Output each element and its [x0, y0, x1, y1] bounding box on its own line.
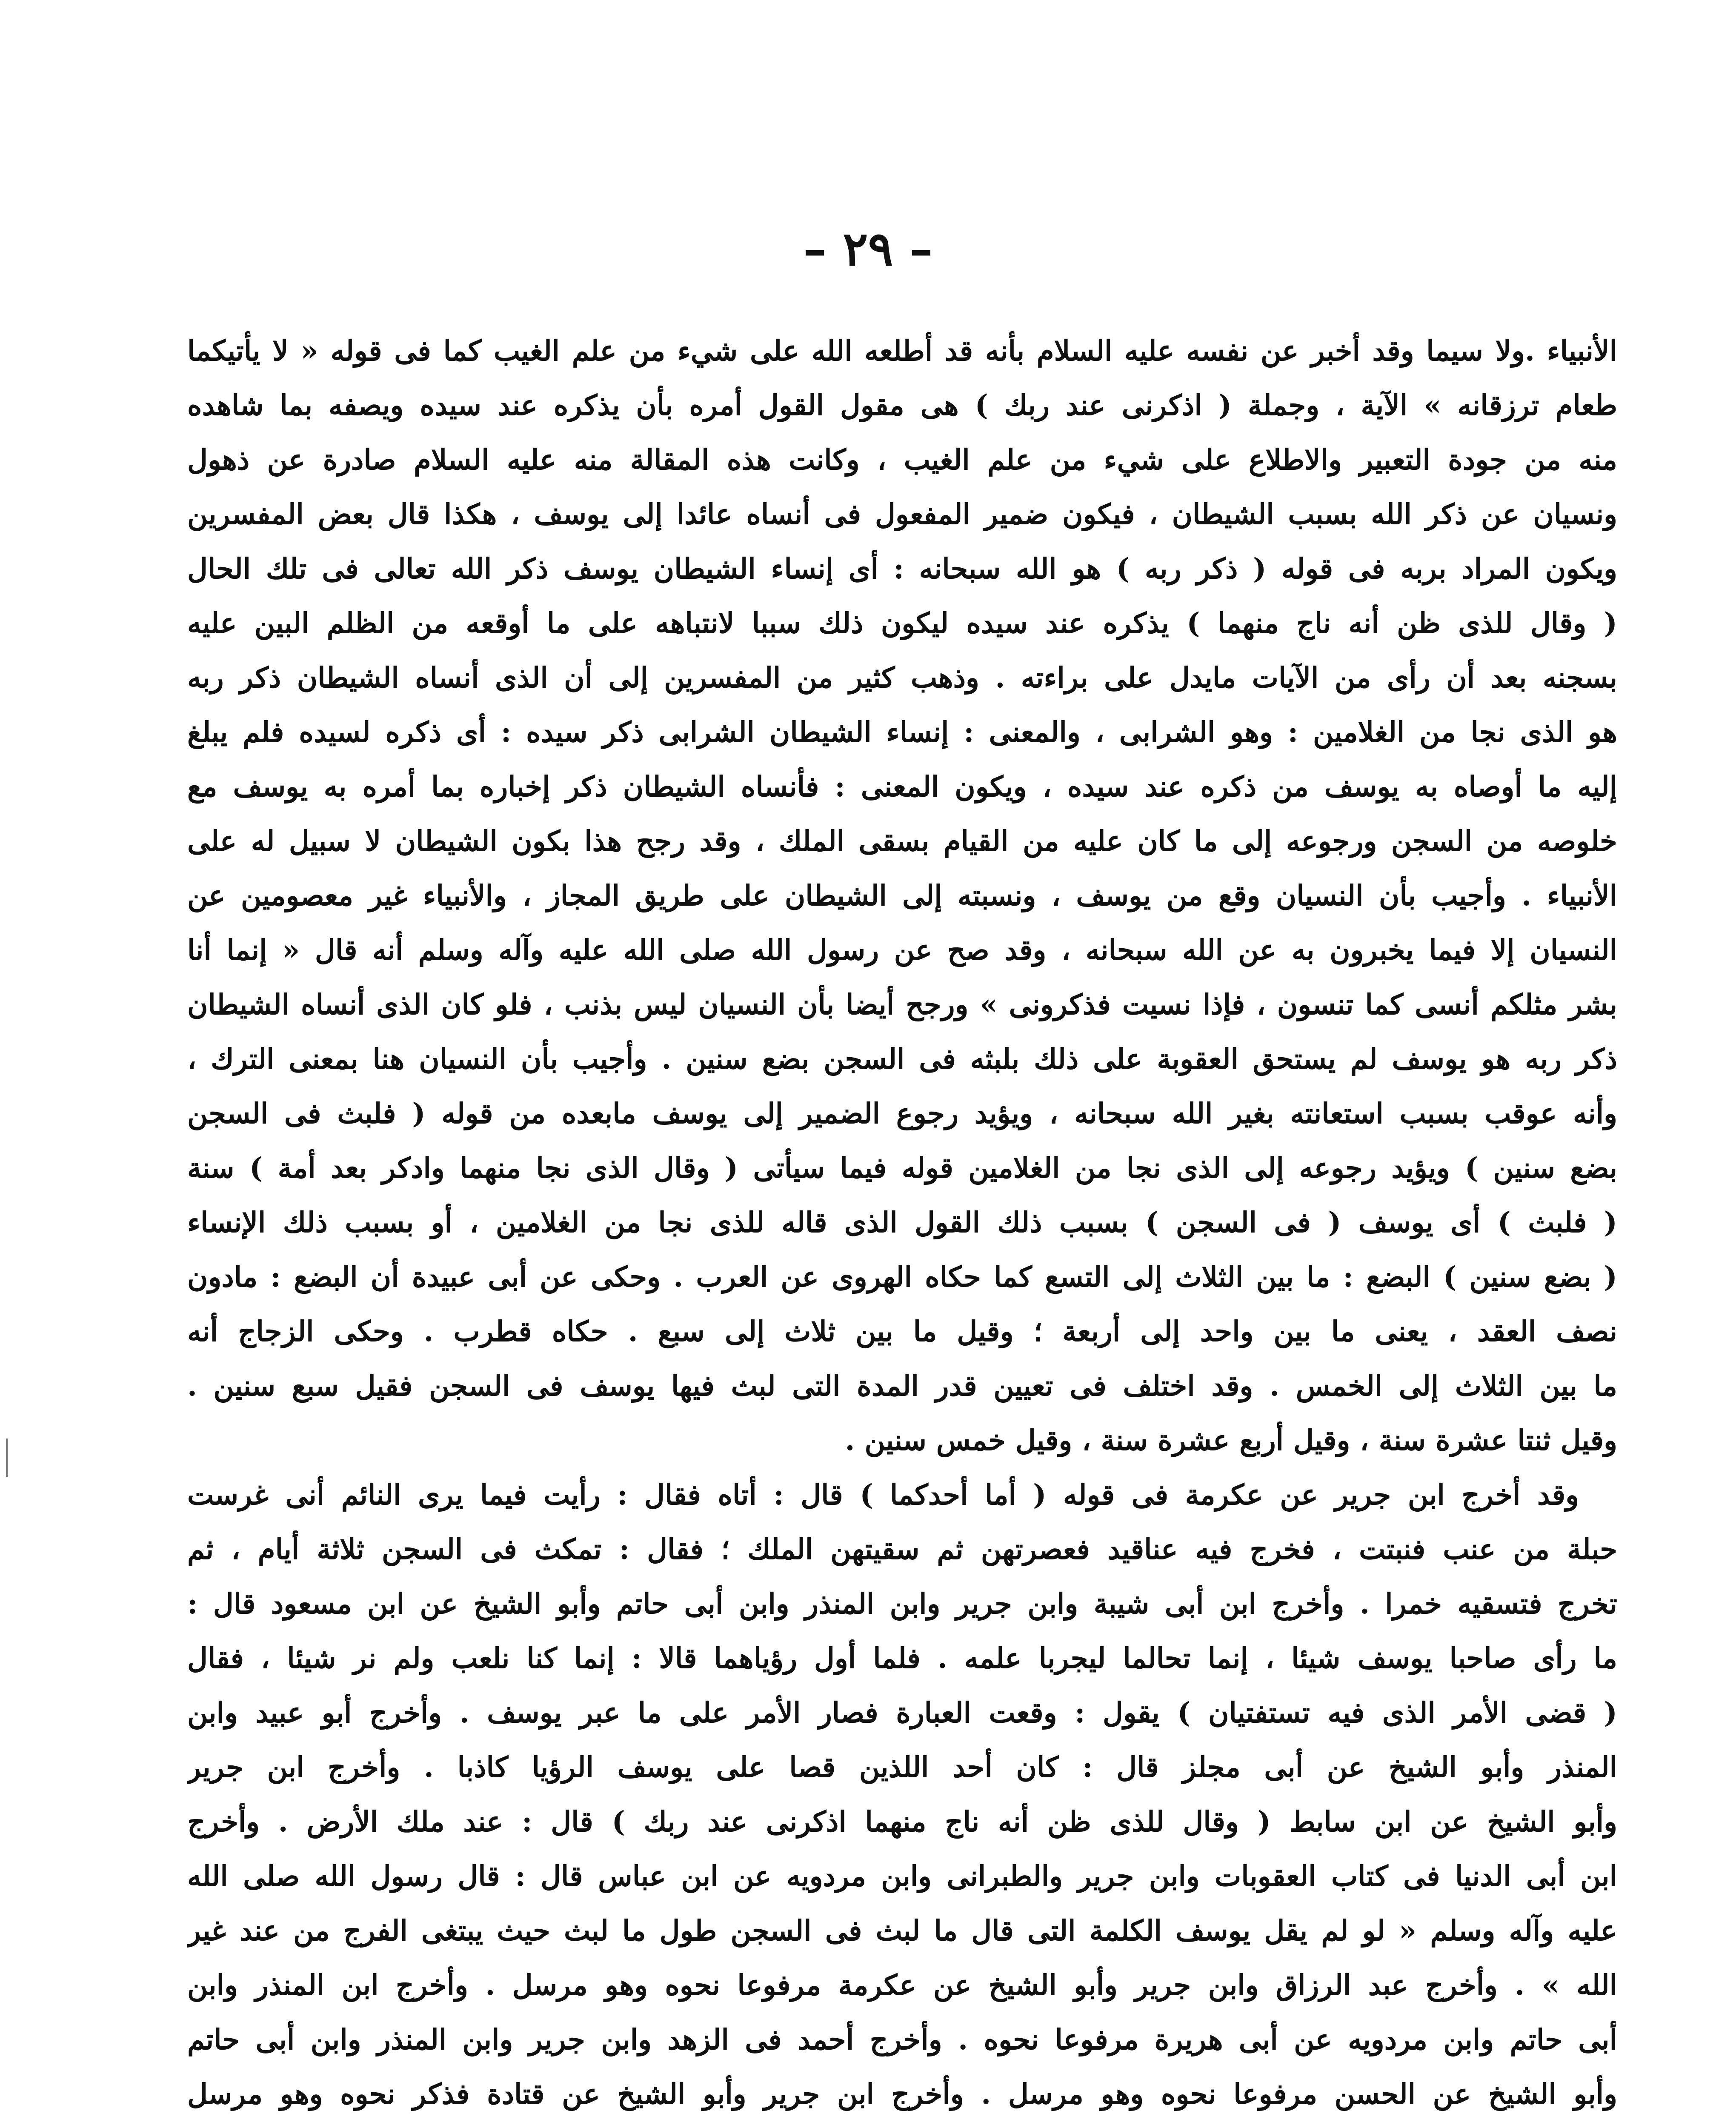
text-line: الله » . وأخرج عبد الرزاق وابن جرير وأبو الشيخ عن عكرمة مرفوعا نحوه وهو مرسل . وأخرج ابن المنذر وابن — [187, 1968, 1617, 2002]
text-line: ذكر ربه هو يوسف لم يستحق العقوبة على ذلك بلبثه فى السجن بضع سنين . وأجيب بأن النسيان هنا بمعنى الترك ، — [187, 1042, 1617, 1075]
text-line: حبلة من عنب فنبتت ، فخرج فيه عناقيد فعصرتهن ثم سقيتهن الملك ؛ فقال : تمكث فى السجن ثلاثة أيام ، ثم — [187, 1533, 1617, 1566]
text-line: الأنبياء .ولا سيما وقد أخبر عن نفسه عليه السلام بأنه قد أطلعه الله على شيء من علم الغيب كما فى قوله « لا يأتيكما — [187, 334, 1617, 367]
text-line: الأنبياء . وأجيب بأن النسيان وقع من يوسف ، ونسبته إلى الشيطان على طريق المجاز ، والأنبياء غير معصومين عن — [187, 879, 1617, 912]
text-line: وأنه عوقب بسبب استعانته بغير الله سبحانه ، ويؤيد رجوع الضمير إلى يوسف مابعده من قوله ( فلبث فى السجن — [187, 1097, 1617, 1130]
text-line: طعام ترزقانه » الآية ، وجملة ( اذكرنى عند ربك ) هى مقول القول أمره بأن يذكره عند سيده ويصفه بما شاهده — [187, 389, 1617, 422]
text-line: بشر مثلكم أنسى كما تنسون ، فإذا نسيت فذكرونى » ورجح أيضا بأن النسيان ليس بذنب ، فلو كان الذى أنساه الشيطان — [187, 988, 1617, 1021]
text-line: منه من جودة التعبير والاطلاع على شيء من علم الغيب ، وكانت هذه المقالة منه عليه السلام صادرة عن ذهول — [187, 443, 1617, 476]
text-line: وأبو الشيخ عن ابن سابط ( وقال للذى ظن أنه ناج منهما اذكرنى عند ربك ) قال : عند ملك الأرض . وأخرج — [187, 1805, 1617, 1838]
text-line: بسجنه بعد أن رأى من الآيات مايدل على براءته . وذهب كثير من المفسرين إلى أن الذى أنساه الشيطان ذكر ربه — [187, 661, 1617, 694]
text-line: إليه ما أوصاه به يوسف من ذكره عند سيده ، ويكون المعنى : فأنساه الشيطان ذكر إخباره بما أمره به يوسف مع — [187, 770, 1617, 803]
page-number: – ٢٩ – — [803, 221, 933, 276]
text-line: ( بضع سنين ) البضع : ما بين الثلاث إلى التسع كما حكاه الهروى عن العرب . وحكى عن أبى عبيدة أن البضع : مادون — [187, 1260, 1617, 1293]
text-line: النسيان إلا فيما يخبرون به عن الله سبحانه ، وقد صح عن رسول الله صلى الله عليه وآله وسلم أنه قال « إنما أنا — [187, 933, 1617, 967]
text-line: هو الذى نجا من الغلامين : وهو الشرابى ، والمعنى : إنساء الشيطان الشرابى ذكر سيده : أى ذكره لسيده فلم يبلغ — [187, 715, 1617, 749]
text-line: نصف العقد ، يعنى ما بين واحد إلى أربعة ؛ وقيل ما بين ثلاث إلى سبع . حكاه قطرب . وحكى الزجاج أنه — [187, 1315, 1617, 1348]
text-line: أبى حاتم وابن مردويه عن أبى هريرة مرفوعا نحوه . وأخرج أحمد فى الزهد وابن جرير وابن المنذر وابن أبى حاتم — [187, 2023, 1617, 2056]
text-line: ونسيان عن ذكر الله بسبب الشيطان ، فيكون ضمير المفعول فى أنساه عائدا إلى يوسف ، هكذا قال بعض المفسرين — [187, 498, 1617, 531]
text-line: ما بين الثلاث إلى الخمس . وقد اختلف فى تعيين قدر المدة التى لبث فيها يوسف فى السجن فقيل سبع سنين . — [187, 1369, 1617, 1402]
text-line: وأبو الشيخ عن الحسن مرفوعا نحوه وهو مرسل . وأخرج ابن جرير وأبو الشيخ عن قتادة فذكر نحوه وهو مرسل — [187, 2077, 1617, 2111]
text-line: ( وقال للذى ظن أنه ناج منهما ) يذكره عند سيده ليكون ذلك سببا لانتباهه على ما أوقعه من الظلم البين عليه — [187, 606, 1617, 640]
text-line: تخرج فتسقيه خمرا . وأخرج ابن أبى شيبة وابن جرير وابن المنذر وابن أبى حاتم وأبو الشيخ عن ابن مسعود قال : — [187, 1587, 1617, 1620]
main-text-block — [187, 323, 1617, 2121]
text-line-paragraph-end: وقيل ثنتا عشرة سنة ، وقيل أربع عشرة سنة ، وقيل خمس سنين . — [845, 1424, 1617, 1457]
text-line-paragraph-start: وقد أخرج ابن جرير عن عكرمة فى قوله ( أما أحدكما ) قال : أتاه فقال : رأيت فيما يرى النائم أنى غرست — [187, 1478, 1579, 1511]
text-line: ابن أبى الدنيا فى كتاب العقوبات وابن جرير والطبرانى وابن مردويه عن ابن عباس قال : قال رسول الله صلى الله — [187, 1859, 1617, 1893]
text-line: ما رأى صاحبا يوسف شيئا ، إنما تحالما ليجربا علمه . فلما أول رؤياهما قالا : إنما كنا نلعب ولم نر شيئا ، فقال — [187, 1642, 1617, 1675]
scan-margin-mark — [6, 1439, 8, 1477]
text-line: ( قضى الأمر الذى فيه تستفتيان ) يقول : وقعت العبارة فصار الأمر على ما عبر يوسف . وأخرج أبو عبيد وابن — [187, 1696, 1617, 1729]
text-line: المنذر وأبو الشيخ عن أبى مجلز قال : كان أحد اللذين قصا على يوسف الرؤيا كاذبا . وأخرج ابن جرير — [187, 1750, 1617, 1784]
text-line: عليه وآله وسلم « لو لم يقل يوسف الكلمة التى قال ما لبث فى السجن طول ما لبث حيث يبتغى الفرج من عند غير — [187, 1914, 1617, 1947]
text-line: بضع سنين ) ويؤيد رجوعه إلى الذى نجا من الغلامين قوله فيما سيأتى ( وقال الذى نجا منهما وادكر بعد أمة ) سنة — [187, 1151, 1617, 1184]
text-line: ( فلبث ) أى يوسف ( فى السجن ) بسبب ذلك القول الذى قاله للذى نجا من الغلامين ، أو بسبب ذلك الإنساء — [187, 1206, 1617, 1239]
text-line: ويكون المراد بربه فى قوله ( ذكر ربه ) هو الله سبحانه : أى إنساء الشيطان يوسف ذكر الله تعالى فى تلك الحال — [187, 552, 1617, 585]
text-line: خلوصه من السجن ورجوعه إلى ما كان عليه من القيام بسقى الملك ، وقد رجح هذا بكون الشيطان لا سبيل له على — [187, 824, 1617, 858]
